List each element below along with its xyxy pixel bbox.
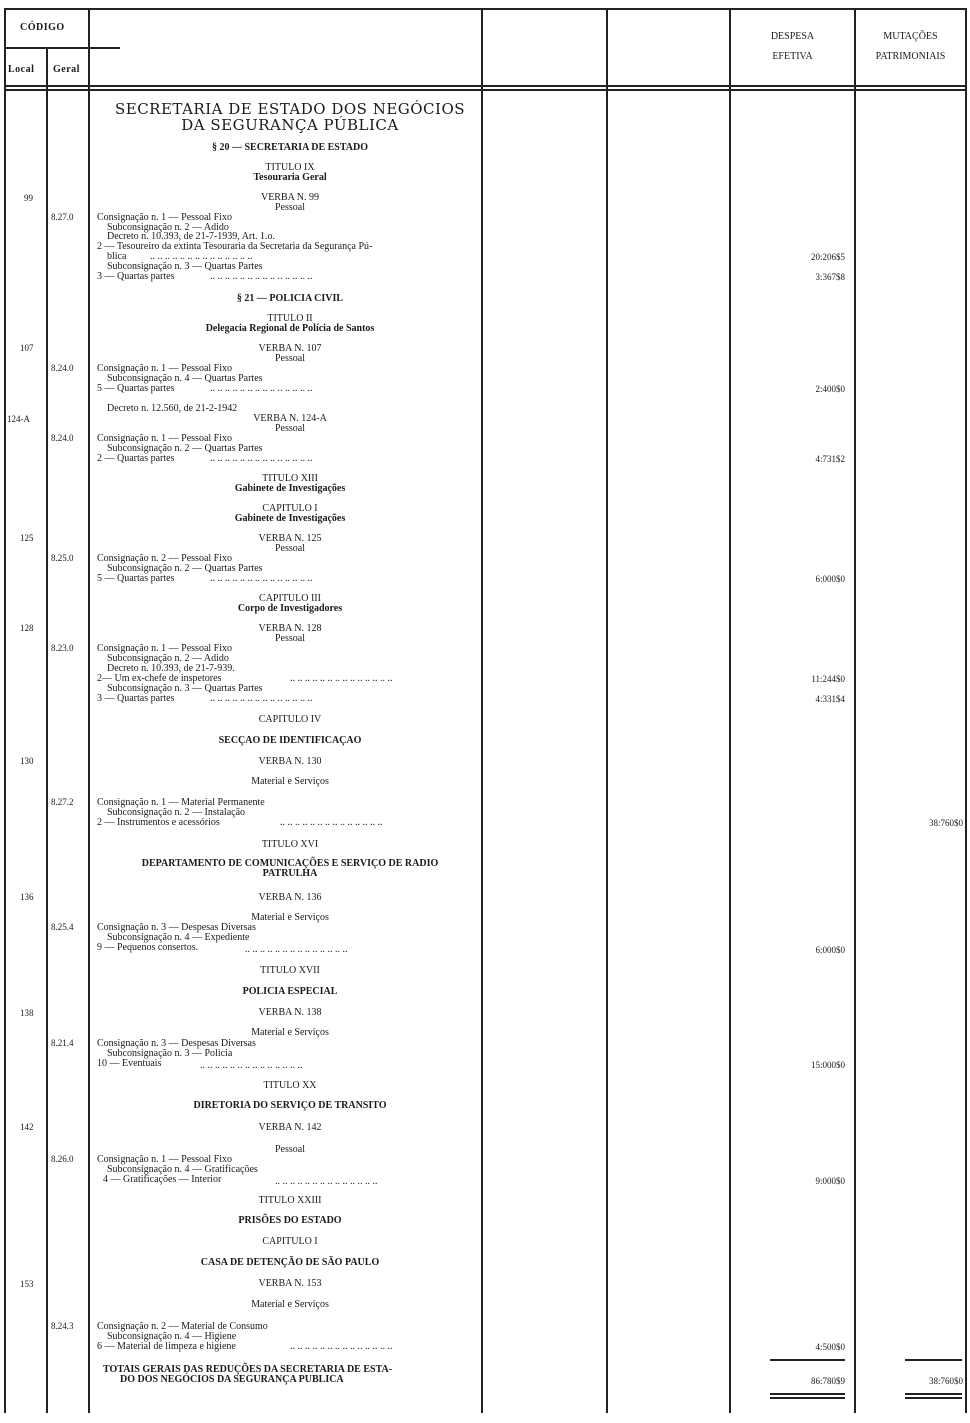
local-code: 107 <box>20 343 34 353</box>
local-code: 130 <box>20 756 34 766</box>
item-line: Subconsignação n. 4 — Gratificações <box>107 1164 258 1175</box>
despesa-amount: 9:000$0 <box>815 1176 845 1186</box>
item-line: Consignação n. 1 — Pessoal Fixo <box>97 1154 232 1165</box>
titulo-sub: PRISÕES DO ESTADO <box>238 1215 342 1226</box>
despesa-amount: 6:000$0 <box>815 574 845 584</box>
total-double-rule <box>770 1397 845 1399</box>
item-line: Subconsignação n. 4 — Higiene <box>107 1331 237 1342</box>
totals-label-1: TOTAIS GERAIS DAS REDUÇÕES DA SECRETARIA DE ESTA- <box>103 1364 393 1375</box>
item-line: Decreto n. 10.393, de 21-7-939. <box>107 663 235 674</box>
item-line: Subconsignação n. 2 — Quartas Partes <box>107 563 263 574</box>
item-line: Consignação n. 2 — Pessoal Fixo <box>97 553 232 564</box>
geral-code: 8.25.0 <box>51 553 74 563</box>
item-line: Subconsignação n. 2 — Instalação <box>107 807 246 818</box>
verba-heading: VERBA N. 142 <box>258 1122 322 1133</box>
despesa-amount: 4:731$2 <box>815 454 845 464</box>
col-desc-1 <box>481 8 483 1413</box>
item-line: Subconsignação n. 3 — Quartas Partes <box>107 683 263 694</box>
capitulo-heading: CAPITULO I <box>262 503 318 514</box>
capitulo-sub: CASA DE DETENÇÃO DE SÃO PAULO <box>200 1257 380 1268</box>
total-double-rule <box>770 1393 845 1395</box>
item-line: 3 — Quartas partes <box>97 271 175 282</box>
leader-dots: .. .. .. .. .. .. .. .. .. .. .. .. .. .. <box>245 944 348 955</box>
item-line: Consignação n. 2 — Material de Consumo <box>97 1321 268 1332</box>
item-line: 2 — Tesoureiro da extinta Tesouraria da Secretaria da Segurança Pú- <box>97 241 373 252</box>
leader-dots: .. .. .. .. .. .. .. .. .. .. .. .. .. .. <box>275 1176 378 1187</box>
titulo-heading: TITULO IX <box>265 162 315 173</box>
verba-heading: VERBA N. 124-A <box>253 413 327 424</box>
document-title-2: DA SEGURANÇA PÚBLICA <box>181 116 399 134</box>
geral-code: 8.23.0 <box>51 643 74 653</box>
item-line: Subconsignação n. 2 — Adido <box>107 222 229 233</box>
header-rule <box>4 85 966 87</box>
col-local-geral <box>46 48 48 1413</box>
despesa-amount: 3:367$8 <box>815 272 845 282</box>
mutacoes-header: MUTAÇÕES <box>883 31 938 42</box>
despesa-amount: 4:500$0 <box>815 1342 845 1352</box>
top-rule <box>4 8 966 10</box>
item-line: 5 — Quartas partes <box>97 383 175 394</box>
verba-type: Pessoal <box>275 353 305 364</box>
item-line: blica <box>107 251 127 262</box>
capitulo-sub: SECÇAO DE IDENTIFICAÇAO <box>218 735 362 746</box>
titulo-heading: TITULO XVII <box>260 965 320 976</box>
col-2-despesa <box>729 8 731 1413</box>
frame-left <box>4 8 6 1413</box>
total-double-rule <box>905 1397 962 1399</box>
item-line: 2 — Instrumentos e acessórios <box>97 817 220 828</box>
item-line: 2 — Quartas partes <box>97 453 175 464</box>
local-header: Local <box>8 64 35 75</box>
geral-code: 8.21.4 <box>51 1038 74 1048</box>
item-line: Subconsignação n. 4 — Quartas Partes <box>107 373 263 384</box>
titulo-heading: TITULO XVI <box>261 839 319 850</box>
verba-heading: VERBA N. 130 <box>258 756 322 767</box>
titulo-sub: POLICIA ESPECIAL <box>242 986 338 997</box>
verba-type: Pessoal <box>275 1144 305 1155</box>
item-line: Consignação n. 1 — Pessoal Fixo <box>97 212 232 223</box>
geral-code: 8.27.2 <box>51 797 74 807</box>
local-code: 128 <box>20 623 34 633</box>
totals-label-2: DO DOS NEGÓCIOS DA SEGURANÇA PUBLICA <box>120 1374 344 1385</box>
local-code: 153 <box>20 1279 34 1289</box>
despesa-amount: 11:244$0 <box>811 674 845 684</box>
local-code: 99 <box>24 193 33 203</box>
total-despesa: 86:780$9 <box>810 1376 845 1386</box>
capitulo-heading: CAPITULO IV <box>258 714 322 725</box>
verba-heading: VERBA N. 138 <box>258 1007 322 1018</box>
titulo-heading: TITULO XXIII <box>258 1195 322 1206</box>
geral-code: 8.27.0 <box>51 212 74 222</box>
item-line: Consignação n. 1 — Pessoal Fixo <box>97 363 232 374</box>
geral-code: 8.24.0 <box>51 433 74 443</box>
titulo-sub: DEPARTAMENTO DE COMUNICAÇÕES E SERVIÇO DE RADIO <box>141 858 439 869</box>
leader-dots: .. .. .. .. .. .. .. .. .. .. .. .. .. .. <box>210 271 313 282</box>
verba-heading: VERBA N. 99 <box>260 192 320 203</box>
verba-type: Material e Serviços <box>251 1299 329 1310</box>
verba-type: Material e Serviços <box>251 912 329 923</box>
verba-type: Material e Serviços <box>251 776 329 787</box>
leader-dots: .. .. .. .. .. .. .. .. .. .. .. .. .. .. <box>150 251 253 262</box>
leader-dots: .. .. .. .. .. .. .. .. .. .. .. .. .. .. <box>280 817 383 828</box>
titulo-sub: Delegacia Regional de Polícia de Santos <box>205 323 375 334</box>
item-line: Consignação n. 1 — Pessoal Fixo <box>97 433 232 444</box>
item-line: Consignação n. 3 — Despesas Diversas <box>97 922 256 933</box>
despesa-amount: 4:331$4 <box>815 694 845 704</box>
total-rule <box>905 1359 962 1361</box>
item-line: Consignação n. 3 — Despesas Diversas <box>97 1038 256 1049</box>
titulo-heading: TITULO XX <box>263 1080 317 1091</box>
item-line: 5 — Quartas partes <box>97 573 175 584</box>
leader-dots: .. .. .. .. .. .. .. .. .. .. .. .. .. .. <box>210 453 313 464</box>
geral-code: 8.24.3 <box>51 1321 74 1331</box>
geral-code: 8.26.0 <box>51 1154 74 1164</box>
item-line: 2— Um ex-chefe de inspetores <box>97 673 222 684</box>
document-title-1: SECRETARIA DE ESTADO DOS NEGÓCIOS <box>114 100 466 118</box>
local-code: 138 <box>20 1008 34 1018</box>
geral-code: 8.25.4 <box>51 922 74 932</box>
despesa-amount: 15:000$0 <box>810 1060 845 1070</box>
despesa-amount: 20:206$5 <box>810 252 845 262</box>
col-geral-desc <box>88 8 90 1413</box>
verba-heading: VERBA N. 153 <box>258 1278 322 1289</box>
item-line: Subconsignação n. 2 — Adido <box>107 653 229 664</box>
local-code: 125 <box>20 533 34 543</box>
capitulo-sub: Corpo de Investigadores <box>237 603 343 614</box>
item-line: Subconsignação n. 4 — Expediente <box>107 932 250 943</box>
verba-type: Material e Serviços <box>251 1027 329 1038</box>
capitulo-heading: CAPITULO III <box>259 593 321 604</box>
total-double-rule <box>905 1393 962 1395</box>
item-line: Decreto n. 10.393, de 21-7-1939, Art. 1.o. <box>107 231 276 242</box>
verba-heading: VERBA N. 136 <box>258 892 322 903</box>
verba-type: Pessoal <box>275 423 305 434</box>
item-line: Consignação n. 1 — Material Permanente <box>97 797 265 808</box>
total-mutacoes: 38:760$0 <box>928 1376 963 1386</box>
despesa-amount: 2:400$0 <box>815 384 845 394</box>
header-rule-2 <box>4 89 966 91</box>
item-line: 6 — Material de limpeza e higiene <box>97 1341 236 1352</box>
col-despesa-mutacoes <box>854 8 856 1413</box>
titulo-sub: Tesouraria Geral <box>253 172 327 183</box>
item-line: 3 — Quartas partes <box>97 693 175 704</box>
leader-dots: .. .. .. .. .. .. .. .. .. .. .. .. .. .. <box>290 1341 393 1352</box>
verba-heading: VERBA N. 125 <box>258 533 322 544</box>
titulo-sub: DIRETORIA DO SERVIÇO DE TRANSITO <box>193 1100 387 1111</box>
local-code: 142 <box>20 1122 34 1132</box>
item-line: 10 — Eventuais <box>97 1058 162 1069</box>
verba-heading: VERBA N. 128 <box>258 623 322 634</box>
geral-header: Geral <box>53 64 80 75</box>
col-1-2 <box>606 8 608 1413</box>
verba-heading: VERBA N. 107 <box>258 343 322 354</box>
section-heading: § 20 — SECRETARIA DE ESTADO <box>211 142 369 153</box>
verba-type: Pessoal <box>275 543 305 554</box>
capitulo-sub: Gabinete de Investigações <box>234 513 346 524</box>
item-line: 9 — Pequenos consertos. <box>97 942 199 953</box>
item-line: 4 — Gratificações — Interior <box>103 1174 222 1185</box>
efetiva-header: EFETIVA <box>772 51 813 62</box>
decree-line: Decreto n. 12.560, de 21-2-1942 <box>107 403 238 414</box>
item-line: Subconsignação n. 3 — Quartas Partes <box>107 261 263 272</box>
leader-dots: .. .. .. .. .. .. .. .. .. .. .. .. .. .. <box>210 693 313 704</box>
titulo-heading: TITULO XIII <box>262 473 318 484</box>
total-rule <box>770 1359 845 1361</box>
item-line: Consignação n. 1 — Pessoal Fixo <box>97 643 232 654</box>
verba-type: Pessoal <box>275 202 305 213</box>
item-line: Subconsignação n. 3 — Policia <box>107 1048 233 1059</box>
leader-dots: .. .. .. .. .. .. .. .. .. .. .. .. .. .. <box>290 673 393 684</box>
leader-dots: .. .. .. .. .. .. .. .. .. .. .. .. .. .. <box>200 1060 303 1071</box>
leader-dots: .. .. .. .. .. .. .. .. .. .. .. .. .. .. <box>210 383 313 394</box>
titulo-heading: TITULO II <box>267 313 313 324</box>
despesa-header: DESPESA <box>770 31 815 42</box>
item-line: Subconsignação n. 2 — Quartas Partes <box>107 443 263 454</box>
verba-type: Pessoal <box>275 633 305 644</box>
mutacoes-amount: 38:760$0 <box>928 818 963 828</box>
codigo-header: CÓDIGO <box>20 22 65 33</box>
leader-dots: .. .. .. .. .. .. .. .. .. .. .. .. .. .. <box>210 573 313 584</box>
section-heading: § 21 — POLICIA CIVIL <box>236 293 344 304</box>
despesa-amount: 6:000$0 <box>815 945 845 955</box>
geral-code: 8.24.0 <box>51 363 74 373</box>
patrimoniais-header: PATRIMONIAIS <box>875 51 946 62</box>
frame-right <box>965 8 967 1413</box>
titulo-sub: PATRULHA <box>262 868 318 879</box>
titulo-sub: Gabinete de Investigações <box>234 483 346 494</box>
codigo-rule <box>4 47 120 49</box>
local-code: 124-A <box>7 414 30 424</box>
local-code: 136 <box>20 892 34 902</box>
capitulo-heading: CAPITULO I <box>262 1236 318 1247</box>
